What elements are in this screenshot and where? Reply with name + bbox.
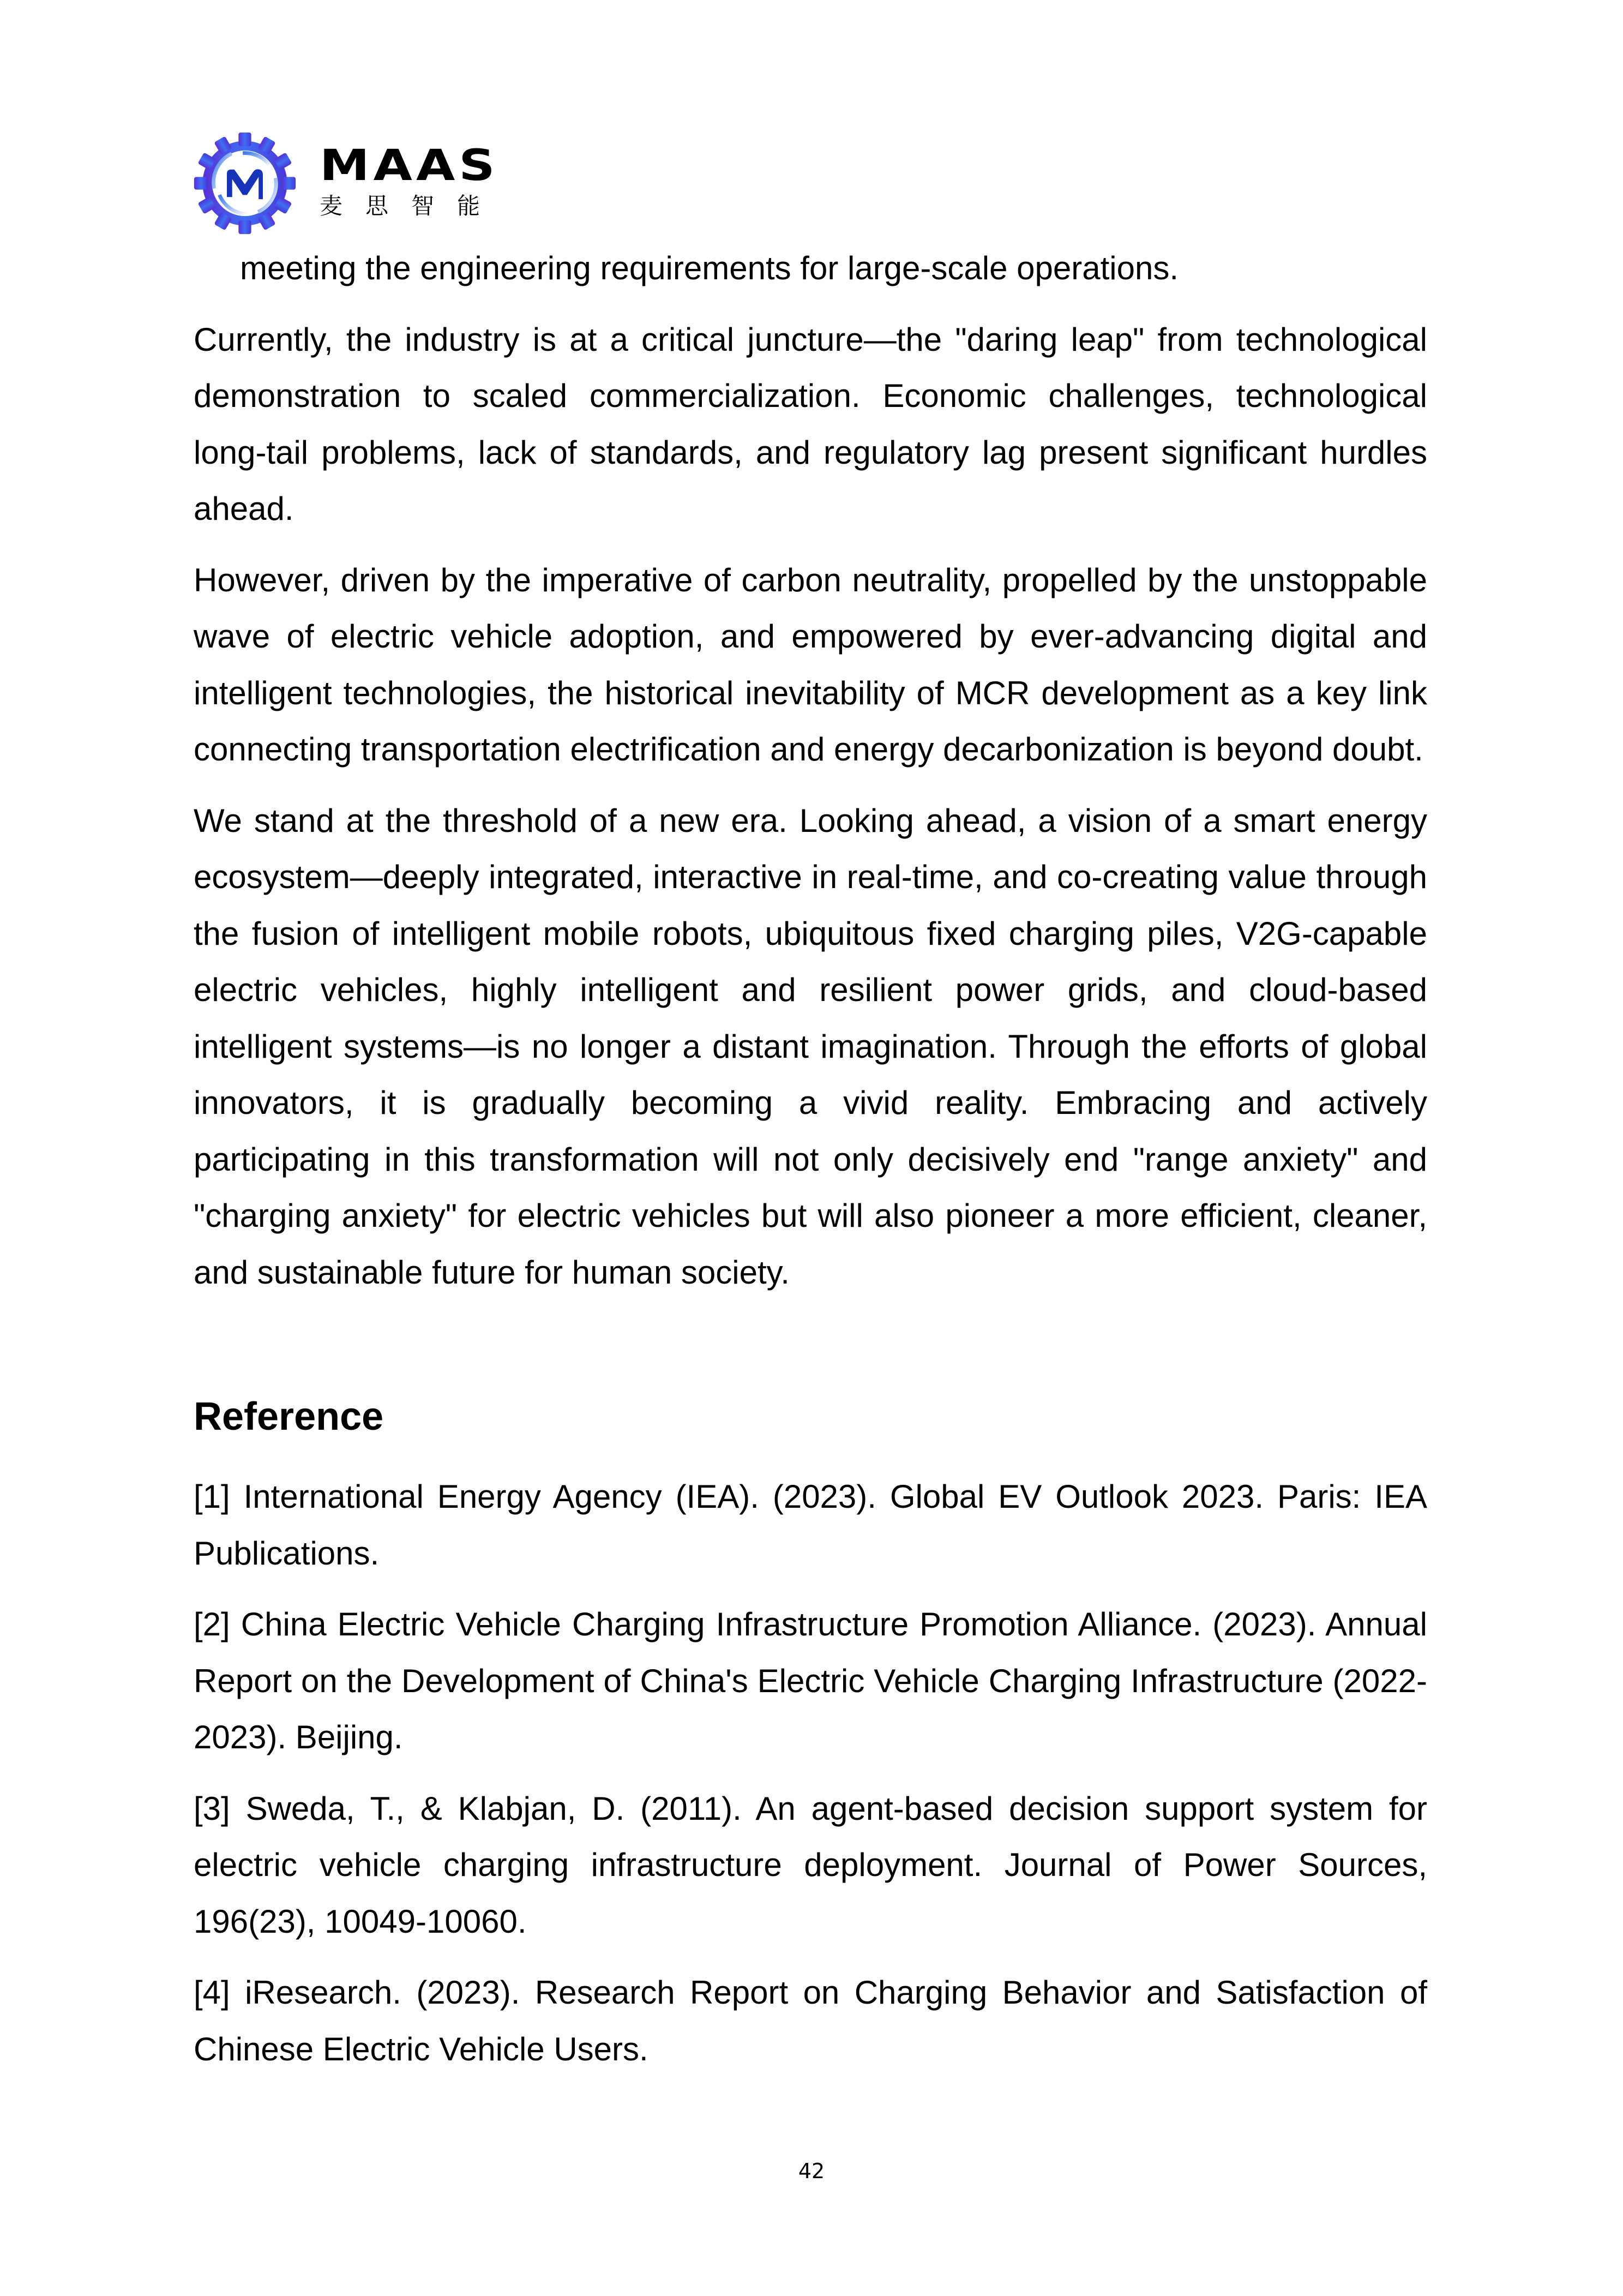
continuation-text: meeting the engineering requirements for large-scale operations. — [240, 250, 1179, 286]
gear-m-logo-icon — [192, 130, 298, 236]
reference-heading: Reference — [194, 1395, 384, 1438]
brand-block — [320, 130, 503, 237]
paragraph-new-era: We stand at the threshold of a new era. Looking ahead, a vision of a smart energy ecosystem—deeply integrated, interactive in real-time, and co-creating value through the fusion of intelligent mobile robots, ubiquitous fixed charging piles, V2G-capable electric vehicles, highly intelligent and resilient power grids, and cloud-based intelligent systems—is no longer a distant imagination. Through the efforts of global innovators, it is gradually becoming a vivid reality. Embracing and actively participating in this transformation will not only decisively end "range anxiety" and "charging anxiety" for electric vehicles but will also pioneer a more efficient, cleaner, and sustainable future for human society. — [194, 802, 1427, 1291]
reference-item: [4] iResearch. (2023). Research Report on Charging Behavior and Satisfaction of Chinese Electric Vehicle Users. — [194, 1974, 1427, 2067]
header-logo — [192, 130, 503, 237]
brand-name: MAAS — [320, 141, 499, 190]
page-number: 42 — [798, 2159, 825, 2183]
reference-item: [2] China Electric Vehicle Charging Infrastructure Promotion Alliance. (2023). Annual Report on the Development of China's Electric Vehicle Charging Infrastructure (2022-2023). Beijing. — [194, 1606, 1427, 1755]
reference-item: [1] International Energy Agency (IEA). (2023). Global EV Outlook 2023. Paris: IEA Publications. — [194, 1478, 1427, 1572]
page-content — [194, 240, 1427, 2092]
paragraph-current-juncture: Currently, the industry is at a critical juncture—the "daring leap" from technological demonstration to scaled commercialization. Economic challenges, technological long-tail problems, lack of standards, and regulatory lag present significant hurdles ahead. — [194, 321, 1427, 527]
brand-chinese-name: 麦思智能 — [320, 193, 503, 219]
reference-item: [3] Sweda, T., & Klabjan, D. (2011). An agent-based decision support system for electric vehicle charging infrastructure deployment. Journal of Power Sources, 196(23), 10049-10060. — [194, 1790, 1427, 1940]
paragraph-carbon-neutrality: However, driven by the imperative of carbon neutrality, propelled by the unstoppable wave of electric vehicle adoption, and empowered by ever-advancing digital and intelligent technologies, the historical inevitability of MCR development as a key link connecting transportation electrification and energy decarbonization is beyond doubt. — [194, 561, 1427, 768]
